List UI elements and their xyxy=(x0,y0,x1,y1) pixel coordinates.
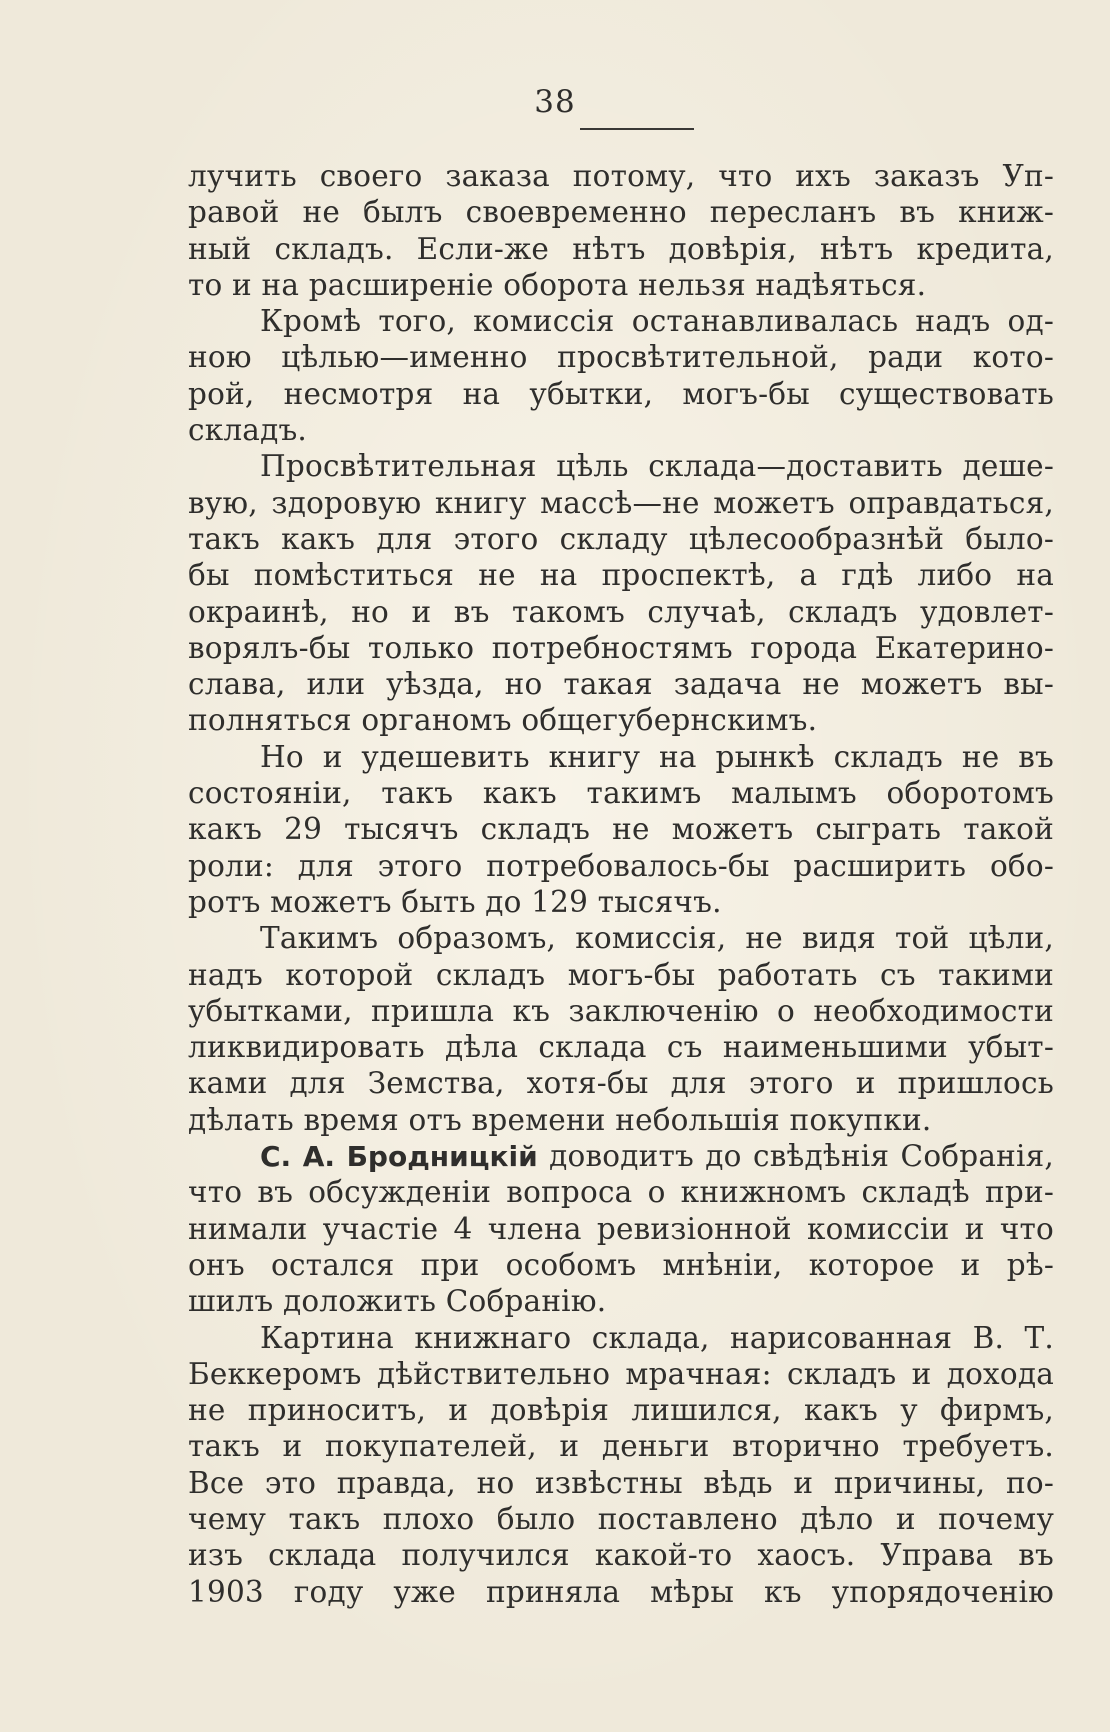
text-line: такъ какъ для этого складу цѣлесообразнѣй было- xyxy=(188,521,1054,556)
speaker-name: С. А. Бродницкій xyxy=(260,1140,538,1174)
text-line: дѣлать время отъ времени небольшія покупки. xyxy=(188,1102,932,1137)
text-line: Картина книжнаго склада, нарисованная В. Т. xyxy=(260,1320,1054,1355)
text-line: полняться органомъ общегубернскимъ. xyxy=(188,703,818,738)
page-number-rule xyxy=(580,128,694,130)
text-line: то и на расширеніе оборота нельзя надѣяться. xyxy=(188,267,927,302)
text-line: ками для Земства, хотя-бы для этого и пришлось xyxy=(188,1066,1054,1101)
text-line: что въ обсужденіи вопроса о книжномъ складѣ при- xyxy=(188,1175,1054,1210)
text-line: Все это правда, но извѣстны вѣдь и причины, по- xyxy=(188,1465,1054,1500)
text-line: надъ которой складъ могъ-бы работать съ такими xyxy=(188,957,1054,992)
body-text xyxy=(188,158,1054,1610)
text-line: ный складъ. Если-же нѣтъ довѣрія, нѣтъ кредита, xyxy=(188,231,1054,266)
text-line: вую, здоровую книгу массѣ—не можетъ оправдаться, xyxy=(188,485,1054,520)
text-line: не приноситъ, и довѣрія лишился, какъ у фирмъ, xyxy=(188,1393,1054,1428)
text-line: ротъ можетъ быть до 129 тысячъ. xyxy=(188,884,722,919)
text-line: онъ остался при особомъ мнѣніи, которое и рѣ- xyxy=(188,1247,1054,1282)
text-line: равой не былъ своевременно пересланъ въ книж- xyxy=(188,195,1054,230)
text-line: окраинѣ, но и въ такомъ случаѣ, складъ удовлет- xyxy=(188,594,1054,629)
text-line: убытками, пришла къ заключенію о необходимости xyxy=(188,993,1054,1028)
text-line: Кромѣ того, комиссія останавливалась надъ од- xyxy=(260,304,1054,339)
text-line: бы помѣститься не на проспектѣ, а гдѣ либо на xyxy=(188,558,1054,593)
text-line: слава, или уѣзда, но такая задача не можетъ вы- xyxy=(188,667,1054,702)
text-line: Просвѣтительная цѣль склада—доставить деше- xyxy=(260,449,1054,484)
text-line: складъ. xyxy=(188,413,307,448)
text-line: нимали участіе 4 члена ревизіонной комиссіи и что xyxy=(188,1211,1054,1246)
text-line: шилъ доложить Собранію. xyxy=(188,1284,607,1319)
text-line: рой, несмотря на убытки, могъ-бы существовать xyxy=(188,376,1054,411)
text-line: Такимъ образомъ, комиссія, не видя той цѣли, xyxy=(260,921,1054,956)
text-line: Но и удешевить книгу на рынкѣ складъ не въ xyxy=(260,739,1054,774)
text-line: 1903 году уже приняла мѣры къ упорядоченію xyxy=(188,1574,1054,1609)
text-line: изъ склада получился какой-то хаосъ. Управа въ xyxy=(188,1538,1054,1573)
text-line: ворялъ-бы только потребностямъ города Екатерино- xyxy=(188,630,1054,665)
text-line xyxy=(188,1138,1054,1174)
text-line: какъ 29 тысячъ складъ не можетъ сыграть такой xyxy=(188,812,1054,847)
text-line: такъ и покупателей, и деньги вторично требуетъ. xyxy=(188,1429,1054,1464)
text-line: лучить своего заказа потому, что ихъ заказъ Уп- xyxy=(188,159,1054,193)
text-line: чему такъ плохо было поставлено дѣло и почему xyxy=(188,1501,1054,1536)
speaker-text: доводитъ до свѣдѣнія Собранія, xyxy=(549,1139,1054,1174)
text-line: ликвидировать дѣла склада съ наименьшими убыт- xyxy=(188,1030,1054,1065)
page-number: 38 xyxy=(534,84,576,120)
text-line: роли: для этого потребовалось-бы расширить обо- xyxy=(188,848,1054,883)
text-line: ною цѣлью—именно просвѣтительной, ради кото- xyxy=(188,340,1054,375)
text-line: состояніи, такъ какъ такимъ малымъ оборотомъ xyxy=(188,776,1054,811)
text-line: Беккеромъ дѣйствительно мрачная: складъ и дохода xyxy=(188,1356,1054,1391)
